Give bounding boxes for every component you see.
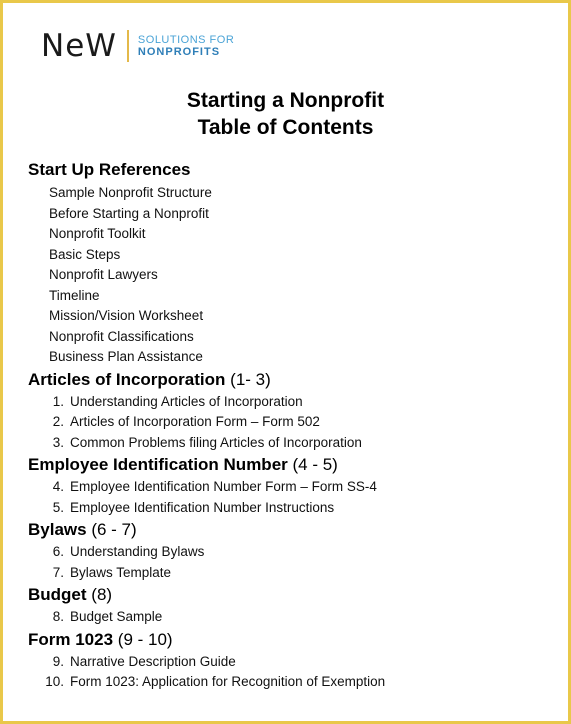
toc-item[interactable]: Mission/Vision Worksheet — [49, 308, 204, 323]
section-heading — [28, 518, 558, 542]
table-of-contents — [28, 157, 558, 693]
toc-item[interactable]: Nonprofit Lawyers — [49, 267, 158, 282]
item-number: 9. — [52, 653, 64, 669]
toc-item[interactable] — [28, 412, 558, 433]
item-label: Understanding Articles of Incorporation — [70, 393, 303, 409]
section-title: Employee Identification Number — [28, 455, 288, 474]
page-range: (1- 3) — [230, 369, 271, 389]
toc-item[interactable] — [28, 672, 558, 693]
logo-wordmark: NeW — [41, 27, 117, 64]
toc-item[interactable] — [28, 542, 558, 563]
section-heading — [28, 583, 558, 607]
page-range: (8) — [91, 585, 113, 604]
item-number: 10. — [45, 674, 64, 689]
item-number: 6. — [52, 544, 64, 559]
page-title — [3, 87, 568, 141]
item-number: 8. — [52, 609, 64, 624]
item-label: Understanding Bylaws — [70, 544, 205, 559]
item-number: 7. — [52, 564, 64, 580]
section-heading — [28, 157, 558, 183]
item-label: Bylaws Template — [70, 564, 172, 580]
toc-item[interactable] — [28, 563, 558, 584]
logo-divider — [127, 30, 129, 62]
item-number: 4. — [52, 479, 64, 494]
section-title: Form 1023 — [28, 629, 114, 649]
toc-item[interactable] — [28, 498, 558, 519]
page-range: (9 - 10) — [117, 629, 173, 649]
section-title: Budget — [28, 585, 87, 604]
toc-item[interactable]: Nonprofit Classifications — [49, 328, 194, 344]
item-label: Narrative Description Guide — [70, 653, 236, 669]
item-number: 3. — [52, 434, 64, 450]
toc-item[interactable]: Before Starting a Nonprofit — [49, 205, 209, 221]
section-heading — [28, 453, 558, 477]
logo-tagline-line1: SOLUTIONS FOR — [137, 33, 235, 46]
toc-item[interactable] — [28, 433, 558, 454]
logo-tagline-line2: NONPROFITS — [137, 46, 221, 58]
item-number: 2. — [52, 414, 64, 429]
page-range: (4 - 5) — [292, 455, 338, 474]
item-label: Budget Sample — [70, 609, 163, 624]
item-label: Articles of Incorporation Form – Form 502 — [70, 414, 320, 429]
logo-tagline — [138, 34, 234, 58]
item-number: 1. — [52, 393, 64, 409]
item-number: 5. — [52, 499, 64, 515]
item-label: Employee Identification Number Form – Form SS-4 — [70, 479, 377, 494]
toc-item[interactable] — [28, 652, 558, 673]
section-title: Start Up References — [28, 160, 191, 179]
new-logo — [41, 27, 235, 64]
toc-item[interactable]: Timeline — [49, 287, 100, 303]
title-line-2: Table of Contents — [197, 116, 374, 139]
toc-item[interactable] — [28, 607, 558, 628]
section-heading — [28, 628, 558, 652]
item-label: Form 1023: Application for Recognition of Exemption — [70, 674, 386, 689]
section-title: Bylaws — [28, 520, 87, 539]
page-range: (6 - 7) — [91, 520, 137, 539]
toc-item[interactable] — [28, 392, 558, 413]
section-title: Articles of Incorporation — [28, 369, 226, 389]
section-heading — [28, 368, 558, 392]
title-line-1: Starting a Nonprofit — [186, 89, 385, 112]
toc-item[interactable] — [28, 477, 558, 498]
item-label: Employee Identification Number Instructions — [70, 499, 335, 515]
toc-item[interactable]: Sample Nonprofit Structure — [49, 185, 212, 200]
toc-item[interactable]: Business Plan Assistance — [49, 349, 203, 364]
toc-item[interactable]: Basic Steps — [49, 246, 121, 262]
toc-item[interactable]: Nonprofit Toolkit — [49, 226, 146, 241]
item-label: Common Problems filing Articles of Incorporation — [70, 434, 362, 450]
